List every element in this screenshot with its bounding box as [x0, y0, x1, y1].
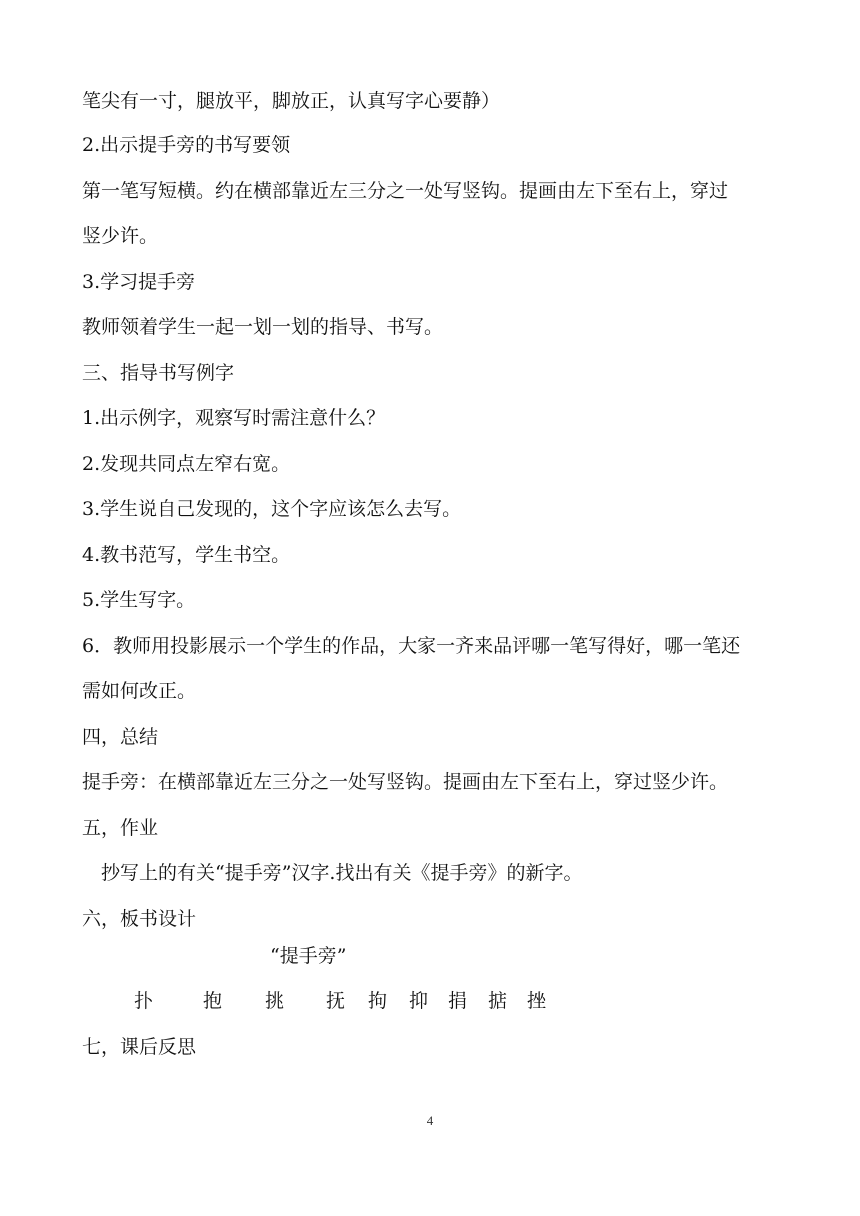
text-line: 竖少许。 [82, 225, 159, 247]
section-heading: 五，作业 [82, 817, 159, 839]
text-line: 抄写上的有关“提手旁”汉字.找出有关《提手旁》的新字。 [101, 862, 583, 884]
text-line: 1.出示例字，观察写时需注意什么？ [82, 407, 386, 429]
text-line: 提手旁：在横部靠近左三分之一处写竖钩。提画由左下至右上，穿过竖少许。 [82, 771, 729, 793]
text-line: 教师领着学生一起一划一划的指导、书写。 [82, 316, 444, 338]
section-heading: 3.学习提手旁 [82, 271, 196, 293]
section-heading: 三、指导书写例字 [82, 362, 235, 384]
board-char: 抑 [409, 990, 429, 1012]
board-char: 抚 [326, 990, 346, 1012]
board-char: 捐 [448, 990, 468, 1012]
text-line: 4.教书范写，学生书空。 [82, 544, 291, 566]
board-char: 拘 [368, 990, 388, 1012]
page-number: 4 [426, 1113, 434, 1128]
section-heading: 六，板书设计 [82, 908, 197, 930]
text-line: 笔尖有一寸，腿放平，脚放正，认真写字心要静） [82, 90, 501, 112]
text-line: 5.学生写字。 [82, 589, 196, 611]
section-heading: 2.出示提手旁的书写要领 [82, 134, 291, 156]
board-char: 挫 [527, 990, 547, 1012]
board-char: 掂 [488, 990, 508, 1012]
board-characters [0, 988, 860, 1014]
text-line: 第一笔写短横。约在横部靠近左三分之一处写竖钩。提画由左下至右上，穿过 [82, 180, 729, 202]
text-line: 2.发现共同点左窄右宽。 [82, 453, 291, 475]
board-title: “提手旁” [270, 945, 347, 967]
text-line: 需如何改正。 [82, 680, 197, 702]
board-char: 挑 [265, 990, 285, 1012]
section-heading: 七，课后反思 [82, 1036, 197, 1058]
text-line: 6．教师用投影展示一个学生的作品，大家一齐来品评哪一笔写得好，哪一笔还 [82, 635, 741, 657]
section-heading: 四，总结 [82, 726, 159, 748]
text-line: 3.学生说自己发现的，这个字应该怎么去写。 [82, 498, 462, 520]
board-char: 扑 [134, 990, 154, 1012]
board-char: 抱 [203, 990, 223, 1012]
